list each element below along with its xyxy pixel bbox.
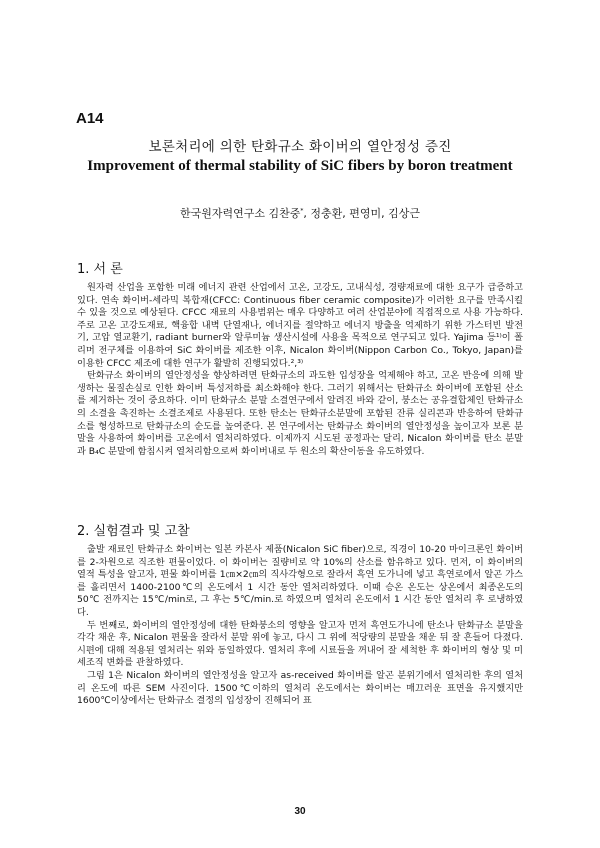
title-english: Improvement of thermal stability of SiC fibers by boron treatment xyxy=(87,158,513,174)
section-body-intro xyxy=(77,282,523,458)
paragraph: 원자력 산업을 포함한 미래 에너지 관련 산업에서 고온, 고강도, 고내식성, 경량재료에 대한 요구가 급증하고 있다. 연속 화이버-세라믹 복합재(CFCC: Continuous fiber ceramic composite)가 이러한 요구를 만족시킬 수 있을 것으로 예상된다. CFCC 재료의 사용범위는 매우 다양하고 여러 산업분야에 직접적으로 사용 가능하다. 주로 고온 고강도재료, 핵융합 내벽 단열재나, 에너지를 절약하고 에너지 방출을 억제하기 위한 가스터빈 발전기, 고압 열교환기, radiant burner와 알루미늄 생산시설에 사용을 목적으로 연구되고 있다. Yajima 등¹⁾이 폴리머 전구체를 이용하여 SiC 화이버를 제조한 이후, Nicalon 화이버(Nippon Carbon Co., Tokyo, Japan)를 이용한 CFCC 제조에 대한 연구가 활발히 진행되었다.²,³⁾ xyxy=(77,282,523,369)
section-heading-results: 2. 실험결과 및 고찰 xyxy=(77,524,190,539)
corresponding-mark: * xyxy=(300,207,304,215)
abstract-code: A14 xyxy=(76,110,104,127)
page-number: 30 xyxy=(294,806,306,817)
paragraph: 출발 재료인 탄화규소 화이버는 일본 카본사 제품(Nicalon SiC fiber)으로, 직경이 10-20 마이크론인 화이버를 2-차원으로 직조한 편물이었다. 이 화이버는 질량비로 약 10%의 산소를 함유하고 있다. 먼저, 이 화이버의 열적 특성을 알고자, 편물 화이버를 1㎝×2㎝의 직사각형으로 잘라서 흑연 도가니에 넣고 흑연로에서 알곤 가스를 흘리면서 1400-2100℃의 온도에서 1 시간 동안 열처리하였다. 이때 승온 온도는 상온에서 최종온도의 50℃ 전까지는 15℃/min로, 그 후는 5℃/min.로 하였으며 열처리 온도에서 1 시간 동안 열처리 후 로냉하였다. xyxy=(77,544,523,618)
paragraph: 두 번째로, 화이버의 열안정성에 대한 탄화붕소의 영향을 알고자 먼저 흑연도가니에 탄소나 탄화규소 분말을 각각 채운 후, Nicalon 편물을 잘라서 분말 위에 놓고, 다시 그 위에 적당량의 분말을 채운 뒤 잘 흔들어 다졌다. 시편에 대해 적용된 열처리는 위와 동일하였다. 열처리 후에 시료들을 꺼내어 잘 세척한 후 화이버의 형상 및 미세조직 변화를 관찰하였다. xyxy=(77,619,523,669)
title-korean: 보론처리에 의한 탄화규소 화이버의 열안정성 증진 xyxy=(148,139,452,155)
section-body-results xyxy=(77,544,523,708)
authors-rest: , 정충환, 편영미, 김상근 xyxy=(303,207,420,220)
authors-line xyxy=(0,205,600,221)
paragraph: 탄화규소 화이버의 열안정성을 향상하려면 탄화규소의 과도한 입성장을 억제해야 하고, 고온 반응에 의해 발생하는 물질손실로 인한 화이버 특성저하를 최소화해야 한다. 그러기 위해서는 탄화규소 화이버에 포함된 산소를 제거하는 것이 중요하다. 이미 탄화규소 분말 소결연구에서 알려진 바와 같이, 붕소는 공유결합체인 탄화규소의 소결을 촉진하는 소결조제로 사용된다. 또한 탄소는 탄화규소분말에 포함된 잔류 실리콘과 반응하여 탄화규소를 형성하므로 탄화규소의 순도를 높여준다. 본 연구에서는 탄화규소 화이버의 열안정성을 높이고자 보론 분말을 사용하여 화이버를 고온에서 열처리하였다. 이제까지 시도된 공정과는 달리, Nicalon 화이버를 탄소 분말과 B₄C 분말에 함침시켜 열처리함으로써 화이버내로 두 원소의 확산이동을 유도하였다. xyxy=(77,370,523,457)
section-heading-intro: 1. 서 론 xyxy=(77,262,123,277)
authors-affiliation: 한국원자력연구소 김찬중 xyxy=(179,207,301,220)
paragraph: 그림 1은 Nicalon 화이버의 열안정성을 알고자 as-received 화이버를 알곤 분위기에서 열처리한 후의 열처리 온도에 따른 SEM 사진이다. 1500℃이하의 열처리 온도에서는 화이버는 매끄러운 표면을 유지했지만 1600℃이상에서는 탄화규소 결정의 입성장이 진해되어 표 xyxy=(77,669,523,707)
